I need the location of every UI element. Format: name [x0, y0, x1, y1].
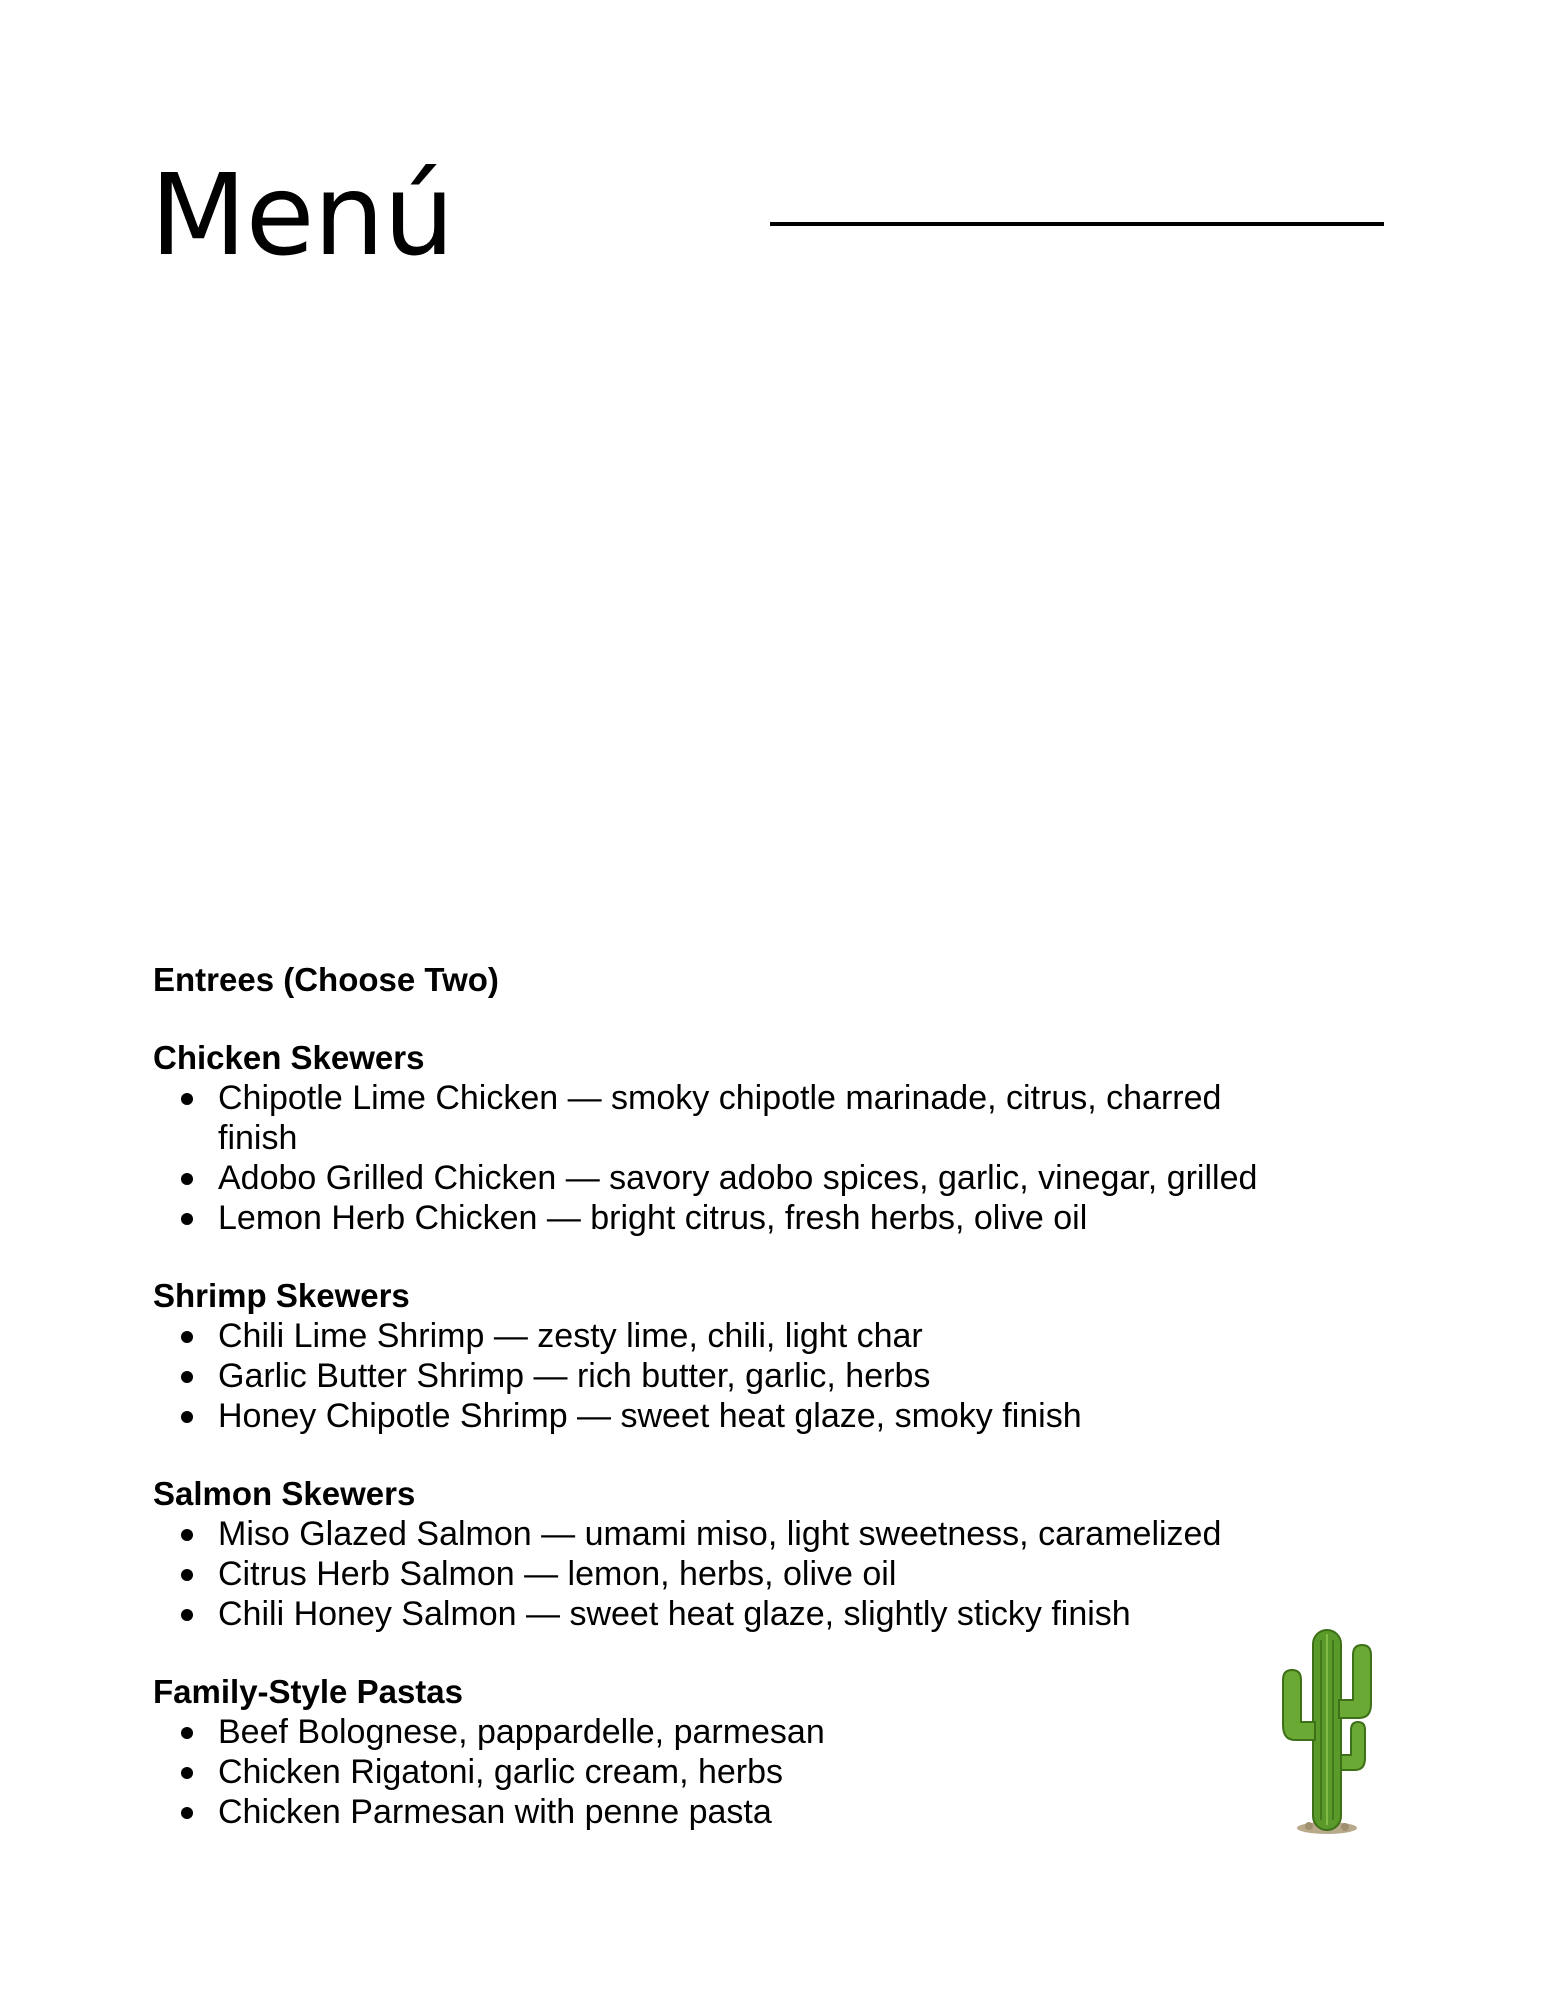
entrees-heading: Entrees (Choose Two) — [153, 961, 499, 998]
bullet-icon — [181, 1173, 193, 1185]
list-item — [153, 1356, 1303, 1396]
menu-content — [153, 960, 1303, 1832]
bullet-icon — [181, 1569, 193, 1581]
bullet-icon — [181, 1213, 193, 1225]
item-list — [153, 1514, 1303, 1634]
bullet-icon — [181, 1807, 193, 1819]
item-text: Chipotle Lime Chicken — smoky chipotle marinade, citrus, charred finish — [218, 1079, 1222, 1157]
item-text: Lemon Herb Chicken — bright citrus, fresh herbs, olive oil — [218, 1199, 1088, 1237]
page-title: Menú — [150, 151, 454, 281]
item-text: Beef Bolognese, pappardelle, parmesan — [218, 1713, 825, 1751]
cactus-icon — [1275, 1620, 1380, 1835]
list-item — [153, 1158, 1303, 1198]
bullet-icon — [181, 1727, 193, 1739]
bullet-icon — [181, 1529, 193, 1541]
item-text: Honey Chipotle Shrimp — sweet heat glaze, smoky finish — [218, 1397, 1082, 1435]
list-item — [153, 1554, 1303, 1594]
item-list — [153, 1712, 1303, 1832]
item-text: Chili Honey Salmon — sweet heat glaze, slightly sticky finish — [218, 1595, 1131, 1633]
bullet-icon — [181, 1371, 193, 1383]
item-list — [153, 1078, 1303, 1238]
bullet-icon — [181, 1411, 193, 1423]
section-heading: Family-Style Pastas — [153, 1673, 463, 1710]
item-text: Citrus Herb Salmon — lemon, herbs, olive oil — [218, 1555, 897, 1593]
menu-section-salmon — [153, 1474, 1303, 1634]
item-text: Adobo Grilled Chicken — savory adobo spices, garlic, vinegar, grilled — [218, 1159, 1258, 1197]
section-heading: Shrimp Skewers — [153, 1277, 410, 1314]
bullet-icon — [181, 1331, 193, 1343]
menu-section-shrimp — [153, 1276, 1303, 1436]
list-item — [153, 1792, 1303, 1832]
list-item — [153, 1594, 1303, 1634]
list-item — [153, 1078, 1303, 1158]
list-item — [153, 1514, 1303, 1554]
list-item — [153, 1396, 1303, 1436]
section-heading: Chicken Skewers — [153, 1039, 425, 1076]
item-text: Chili Lime Shrimp — zesty lime, chili, light char — [218, 1317, 923, 1355]
list-item — [153, 1316, 1303, 1356]
section-heading: Salmon Skewers — [153, 1475, 416, 1512]
list-item — [153, 1752, 1303, 1792]
item-text: Garlic Butter Shrimp — rich butter, garlic, herbs — [218, 1357, 931, 1395]
list-item — [153, 1198, 1303, 1238]
bullet-icon — [181, 1609, 193, 1621]
item-text: Miso Glazed Salmon — umami miso, light sweetness, caramelized — [218, 1515, 1222, 1553]
menu-section-chicken — [153, 1038, 1303, 1238]
title-divider — [770, 222, 1384, 226]
item-text: Chicken Parmesan with penne pasta — [218, 1793, 772, 1831]
list-item — [153, 1712, 1303, 1752]
bullet-icon — [181, 1767, 193, 1779]
menu-section-pastas — [153, 1672, 1303, 1832]
item-text: Chicken Rigatoni, garlic cream, herbs — [218, 1753, 784, 1791]
bullet-icon — [181, 1093, 193, 1105]
item-list — [153, 1316, 1303, 1436]
